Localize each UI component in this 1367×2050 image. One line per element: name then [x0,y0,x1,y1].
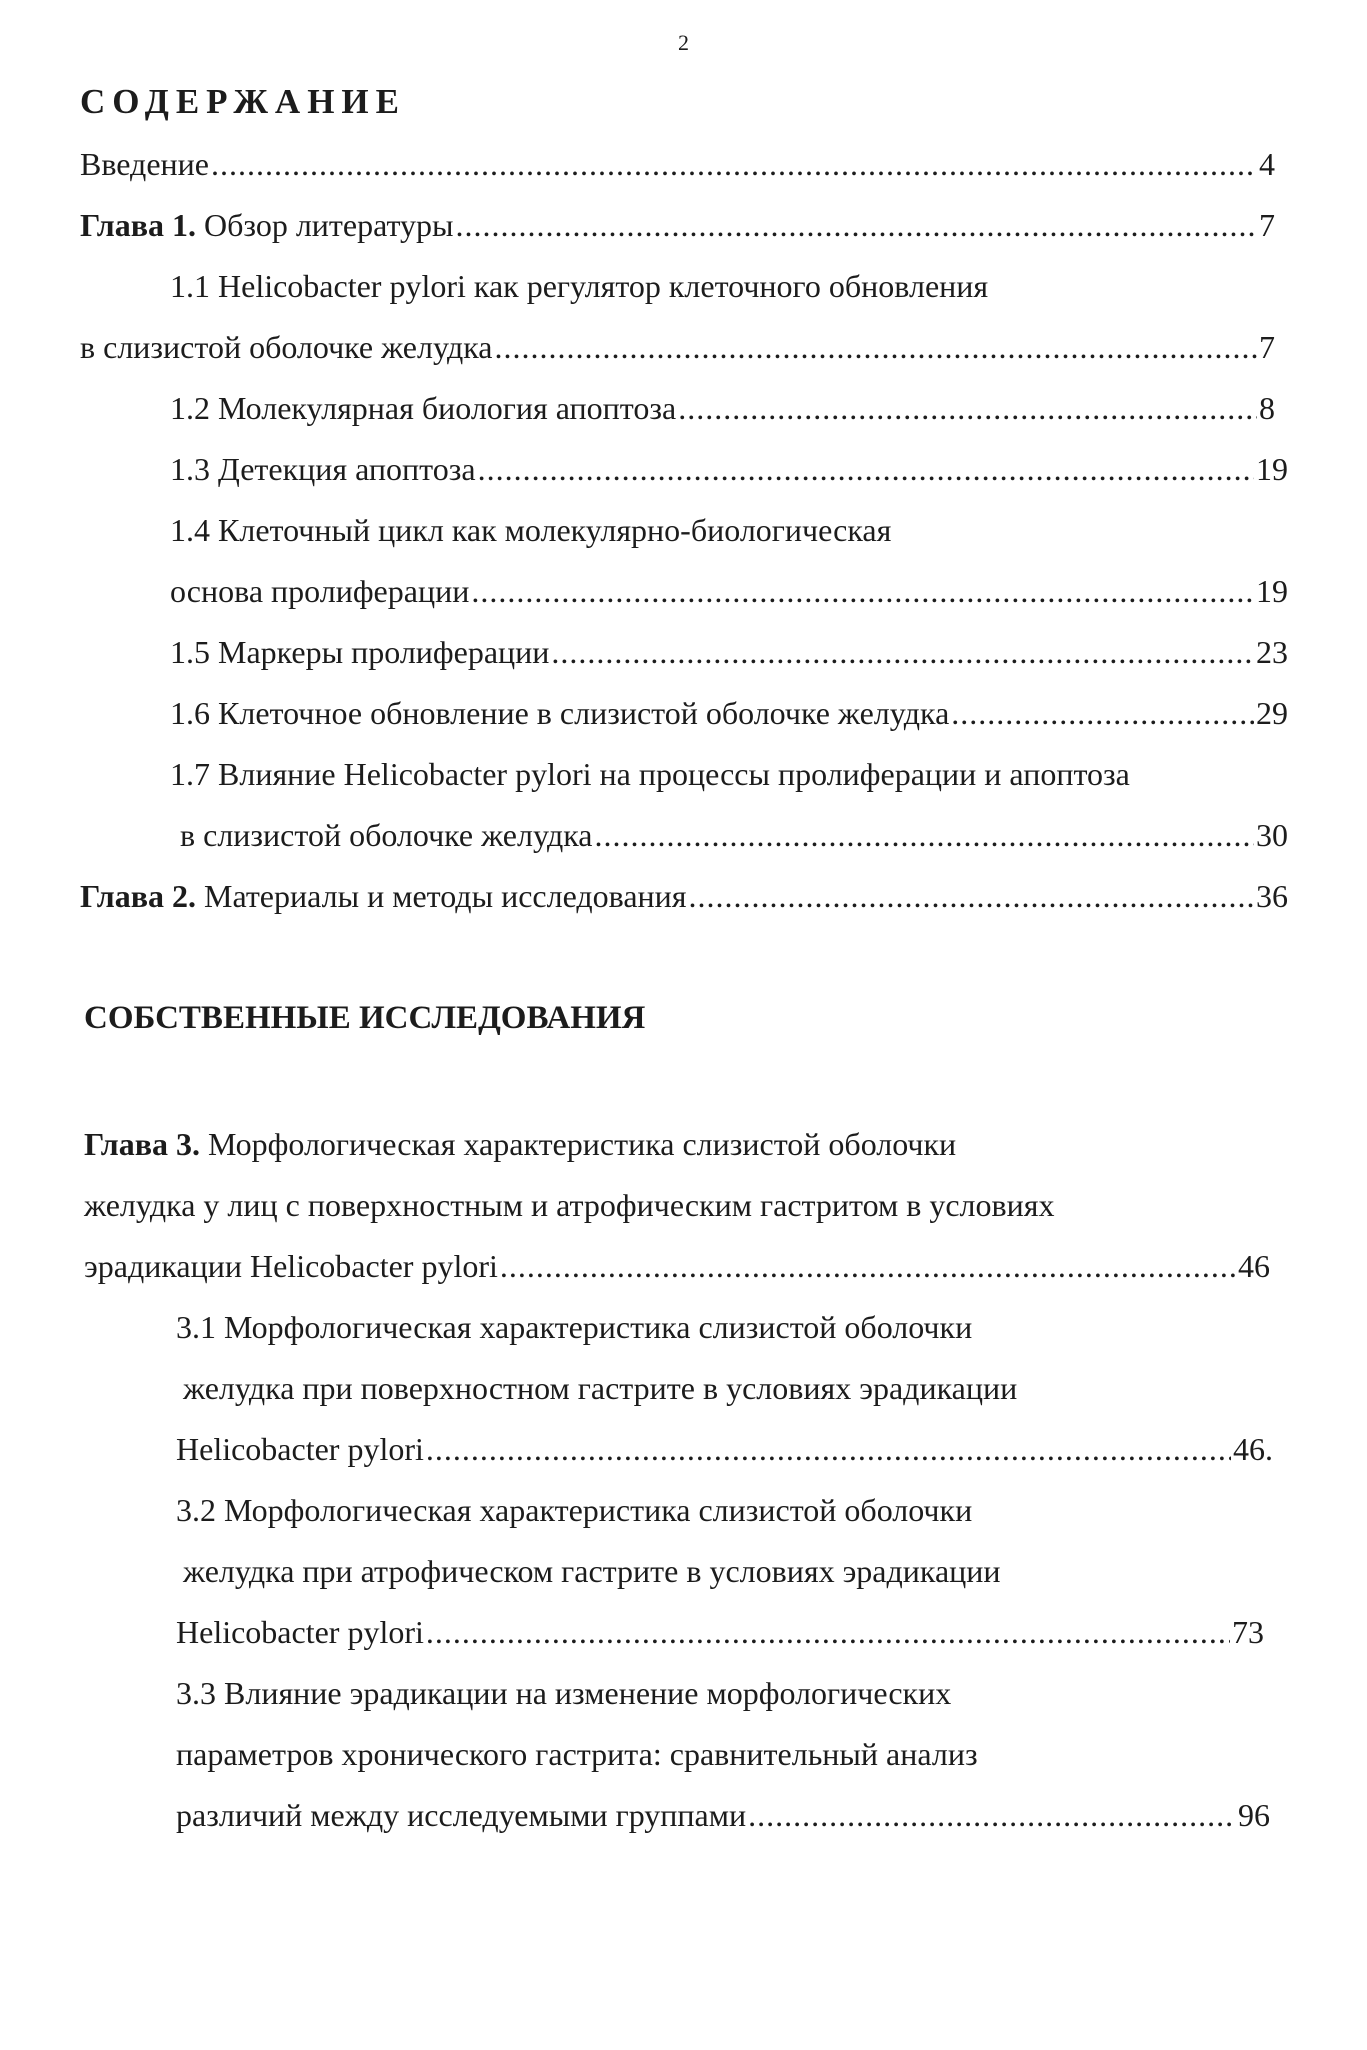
toc-entry-3-3-line3: различий между исследуемыми группами ..... 96 [176,1795,1270,1835]
toc-entry-1-5: 1.5 Маркеры пролиферации ..... 23 [170,632,1288,672]
toc-page-number: 36 [1256,878,1288,914]
toc-entry-1-3: 1.3 Детекция апоптоза ..... 19 [170,449,1288,489]
leader-dots [951,693,1254,733]
toc-entry-1-7-line1: 1.7 Влияние Helicobacter pylori на процессы пролиферации и апоптоза [170,756,1130,792]
toc-page-number: 30 [1256,817,1288,853]
toc-entry-title: Введение [80,146,209,182]
toc-page-number: 96 [1238,1797,1270,1833]
leader-dots [426,1612,1230,1652]
toc-entry-1-1-line2: в слизистой оболочке желудка ..... 7 [80,327,1275,367]
leader-dots [748,1795,1236,1835]
toc-page-number: 7 [1259,329,1275,365]
leader-dots [689,876,1255,916]
toc-entry-1-1-line1: 1.1 Helicobacter pylori как регулятор клеточного обновления [170,268,989,304]
toc-page-number: 29 [1256,695,1288,731]
toc-entry-1-4-line2: основа пролиферации ..... 19 [170,571,1288,611]
toc-entry-title: Обзор литературы [203,207,454,243]
toc-page-number: 19 [1256,573,1288,609]
toc-entry-3-3-line1: 3.3 Влияние эрадикации на изменение морфологических [176,1675,952,1711]
leader-dots [551,632,1254,672]
toc-entry-intro [80,144,1275,184]
chapter-label: Глава 1. [80,207,196,243]
toc-entry-3-3-line2: параметров хронического гастрита: сравнительный анализ [176,1736,978,1772]
leader-dots [456,205,1257,245]
toc-entry-chapter-1 [80,205,1275,245]
toc-page-number: 19 [1256,451,1288,487]
toc-entry-title: Материалы и методы исследования [203,878,687,914]
toc-page-number: 46. [1233,1431,1273,1467]
toc-heading: СОДЕРЖАНИЕ [80,82,407,121]
leader-dots [211,144,1257,184]
toc-page-number: 4 [1259,146,1275,182]
toc-entry-3-1-line1: 3.1 Морфологическая характеристика слизистой оболочки [176,1309,973,1345]
section-heading: СОБСТВЕННЫЕ ИССЛЕДОВАНИЯ [84,1000,646,1036]
leader-dots [678,388,1257,428]
leader-dots [426,1429,1231,1469]
toc-entry-1-7-line2: в слизистой оболочке желудка ..... 30 [180,815,1288,855]
page-number: 2 [678,30,689,55]
toc-page-number: 23 [1256,634,1288,670]
leader-dots [471,571,1254,611]
leader-dots [500,1246,1236,1286]
toc-page-number: 8 [1259,390,1275,426]
toc-entry-3-1-line3: Helicobacter pylori ..... 46. [176,1429,1273,1469]
leader-dots [495,327,1258,367]
toc-entry-1-2: 1.2 Молекулярная биология апоптоза ..... 8 [170,388,1275,428]
leader-dots [478,449,1254,489]
chapter-label: Глава 2. [80,878,196,914]
toc-page-number: 73 [1232,1614,1264,1650]
toc-entry-1-6: 1.6 Клеточное обновление в слизистой оболочке желудка ..... 29 [170,693,1288,733]
toc-page-number: 7 [1259,207,1275,243]
toc-entry-3-1-line2: желудка при поверхностном гастрите в условиях эрадикации [183,1370,1018,1406]
toc-entry-chapter-3-line3: эрадикации Helicobacter pylori ..... 46 [84,1246,1270,1286]
toc-entry-chapter-3-line1: Глава 3. Морфологическая характеристика слизистой оболочки [84,1126,957,1162]
toc-entry-chapter-3-line2: желудка у лиц с поверхностным и атрофическим гастритом в условиях [84,1187,1055,1223]
chapter-label: Глава 3. [84,1126,200,1162]
toc-entry-3-2-line3: Helicobacter pylori ..... 73 [176,1612,1264,1652]
toc-entry-3-2-line1: 3.2 Морфологическая характеристика слизистой оболочки [176,1492,973,1528]
toc-entry-3-2-line2: желудка при атрофическом гастрите в условиях эрадикации [183,1553,1001,1589]
toc-page-number: 46 [1238,1248,1270,1284]
toc-entry-chapter-2 [80,876,1288,916]
leader-dots [595,815,1255,855]
toc-entry-1-4-line1: 1.4 Клеточный цикл как молекулярно-биологическая [170,512,892,548]
